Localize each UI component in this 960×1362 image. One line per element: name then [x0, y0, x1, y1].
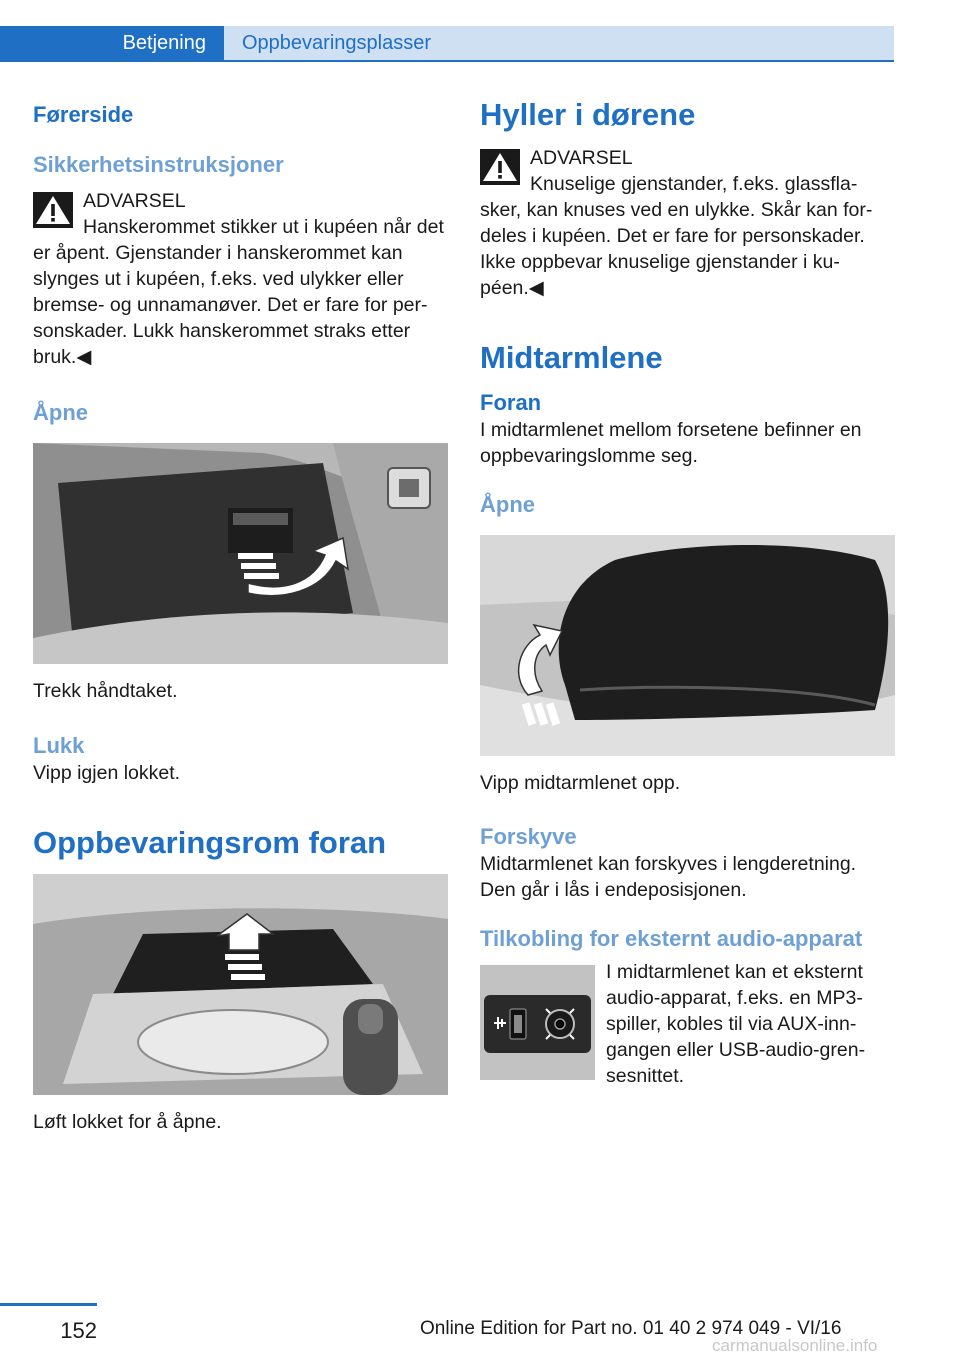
page-header	[0, 0, 960, 62]
heading-sikkerhetsinstruksjoner: Sikkerhetsinstruksjoner	[33, 152, 284, 177]
section-tab-betjening: Betjening	[0, 26, 224, 60]
paragraph-forskyve: Midtarmlenet kan forskyves i lengderetning. Den går i lås i endeposisjonen.	[480, 853, 857, 901]
paragraph-foran: I midtarmlenet mellom forsetene befinner en oppbevaringslomme seg.	[480, 419, 862, 467]
heading-midtarmlene: Midtarmlene	[480, 340, 663, 375]
heading-forskyve: Forskyve	[480, 824, 577, 849]
warning-title: ADVARSEL	[83, 190, 186, 212]
warning-box-door-shelves	[480, 145, 896, 301]
caption-trekk-handtaket: Trekk håndtaket.	[33, 680, 178, 702]
aux-usb-port-figure	[480, 965, 595, 1080]
caption-vipp-midtarmlenet: Vipp midtarmlenet opp.	[480, 772, 681, 794]
edition-text: Online Edition for Part no. 01 40 2 974 049 - VI/16	[420, 1318, 842, 1339]
header-rule	[0, 60, 894, 62]
paragraph-lukk: Vipp igjen lokket.	[33, 762, 181, 784]
left-column	[33, 96, 448, 1135]
section-tab-oppbevaringsplasser: Oppbevaringsplasser	[224, 26, 894, 60]
glovebox-handle-figure	[33, 443, 448, 664]
warning-text: Hanskerommet stikker ut i kupéen når det er åpent. Gjenstander i hanskerommet kan slynges ut i kupéen, f.eks. ved ulykker eller bremse- og unnamanøver. Det er fare for per-sonskader. Lukk hanskerommet straks etter bruk.◀	[33, 216, 444, 368]
right-column	[480, 96, 896, 1089]
heading-lukk: Lukk	[33, 733, 85, 758]
page-number: 152	[60, 1318, 97, 1343]
heading-apne-glovebox: Åpne	[33, 400, 88, 425]
heading-foran: Foran	[480, 390, 542, 415]
warning-triangle-icon	[480, 149, 520, 185]
aux-usb-block	[480, 959, 896, 1089]
heading-tilkobling-audio: Tilkobling for eksternt audio-apparat	[480, 926, 863, 951]
warning-triangle-icon	[33, 192, 73, 228]
armrest-open-figure	[480, 535, 895, 756]
warning-box-glovebox	[33, 188, 448, 370]
caption-loft-lokket: Løft lokket for å åpne.	[33, 1111, 222, 1133]
watermark-text: carmanualsonline.info	[712, 1336, 878, 1355]
heading-apne-armrest: Åpne	[480, 492, 535, 517]
heading-forerside: Førerside	[33, 102, 134, 127]
paragraph-tilkobling: I midtarmlenet kan et eksternt audio-apparat, f.eks. en MP3-spiller, kobles til via AUX-inn-gangen eller USB-audio-gren-sesnittet.	[606, 961, 866, 1087]
warning-title: ADVARSEL	[530, 147, 633, 169]
heading-hyller-i-dorene: Hyller i dørene	[480, 97, 696, 132]
front-storage-figure	[33, 874, 448, 1095]
warning-text: Knuselige gjenstander, f.eks. glassfla-sker, kan knuses ved en ulykke. Skår kan for-deles i kupéen. Det er fare for personskader. Ikke oppbevar knuselige gjenstander i ku-péen.◀	[480, 173, 873, 299]
footer-rule	[0, 1303, 97, 1306]
heading-oppbevaringsrom-foran: Oppbevaringsrom foran	[33, 825, 387, 860]
